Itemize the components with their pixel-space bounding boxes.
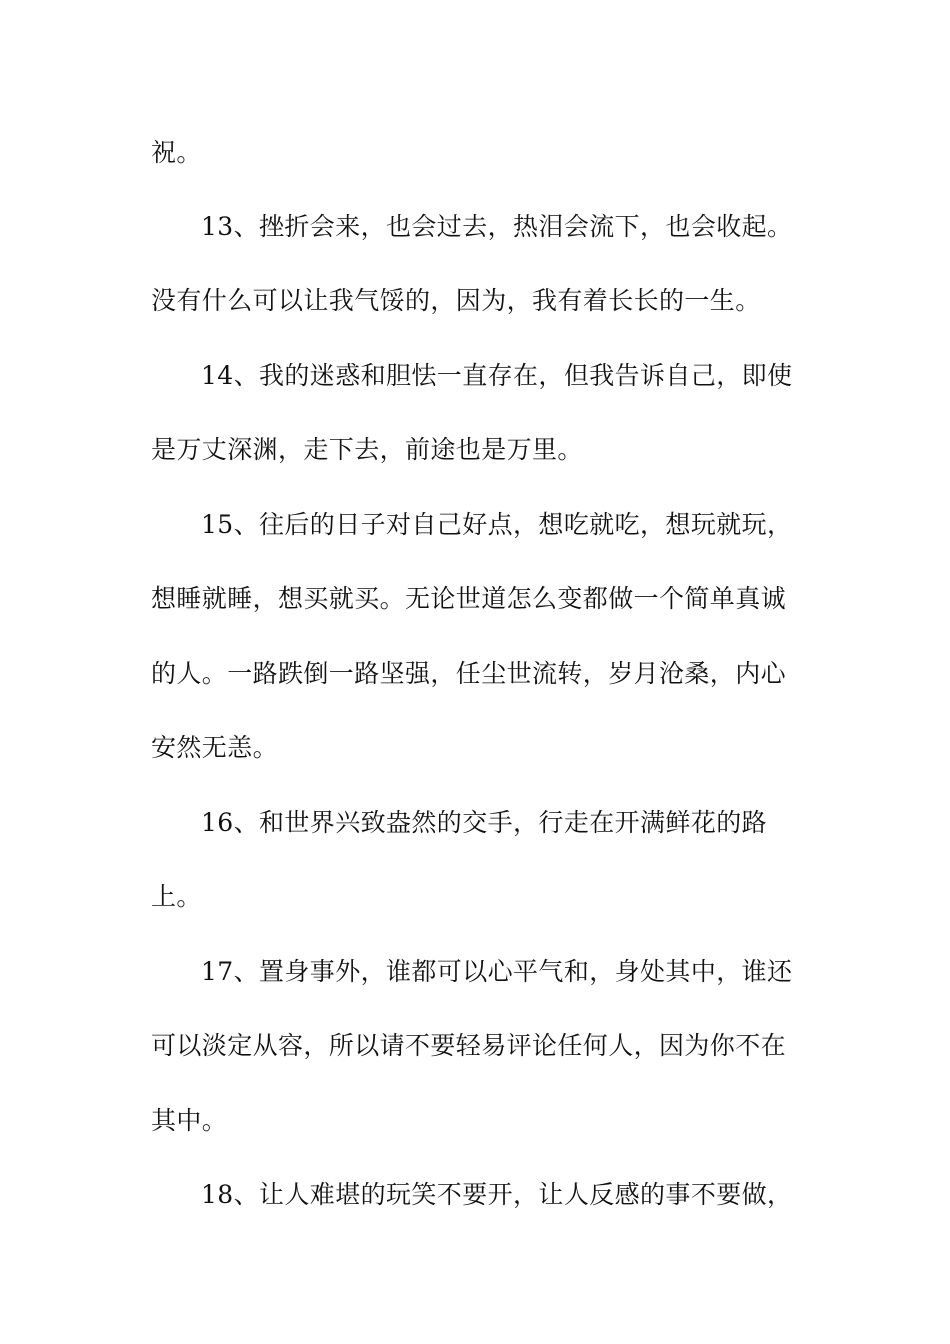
text-line: 祝。 (151, 138, 202, 167)
text-line: 是万丈深渊，走下去，前途也是万里。 (151, 435, 583, 464)
text-line: 16、和世界兴致盎然的交手，行走在开满鲜花的路 (201, 808, 768, 837)
text-line: 安然无恙。 (151, 733, 279, 762)
text-line: 14、我的迷惑和胆怯一直存在，但我告诉自己，即使 (201, 361, 793, 390)
text-line: 可以淡定从容，所以请不要轻易评论任何人，因为你不在 (151, 1031, 787, 1060)
text-line: 13、挫折会来，也会过去，热泪会流下，也会收起。 (201, 212, 793, 241)
text-line: 的人。一路跌倒一路坚强，任尘世流转，岁月沧桑，内心 (151, 659, 787, 688)
text-line: 18、让人难堪的玩笑不要开，让人反感的事不要做， (201, 1180, 793, 1209)
text-line: 15、往后的日子对自己好点，想吃就吃，想玩就玩， (201, 510, 793, 539)
text-line: 上。 (151, 882, 202, 911)
text-line: 没有什么可以让我气馁的，因为，我有着长长的一生。 (151, 286, 761, 315)
text-line: 想睡就睡，想买就买。无论世道怎么变都做一个简单真诚 (151, 584, 787, 613)
text-line: 17、置身事外，谁都可以心平气和，身处其中，谁还 (201, 957, 793, 986)
text-line: 其中。 (151, 1106, 228, 1135)
